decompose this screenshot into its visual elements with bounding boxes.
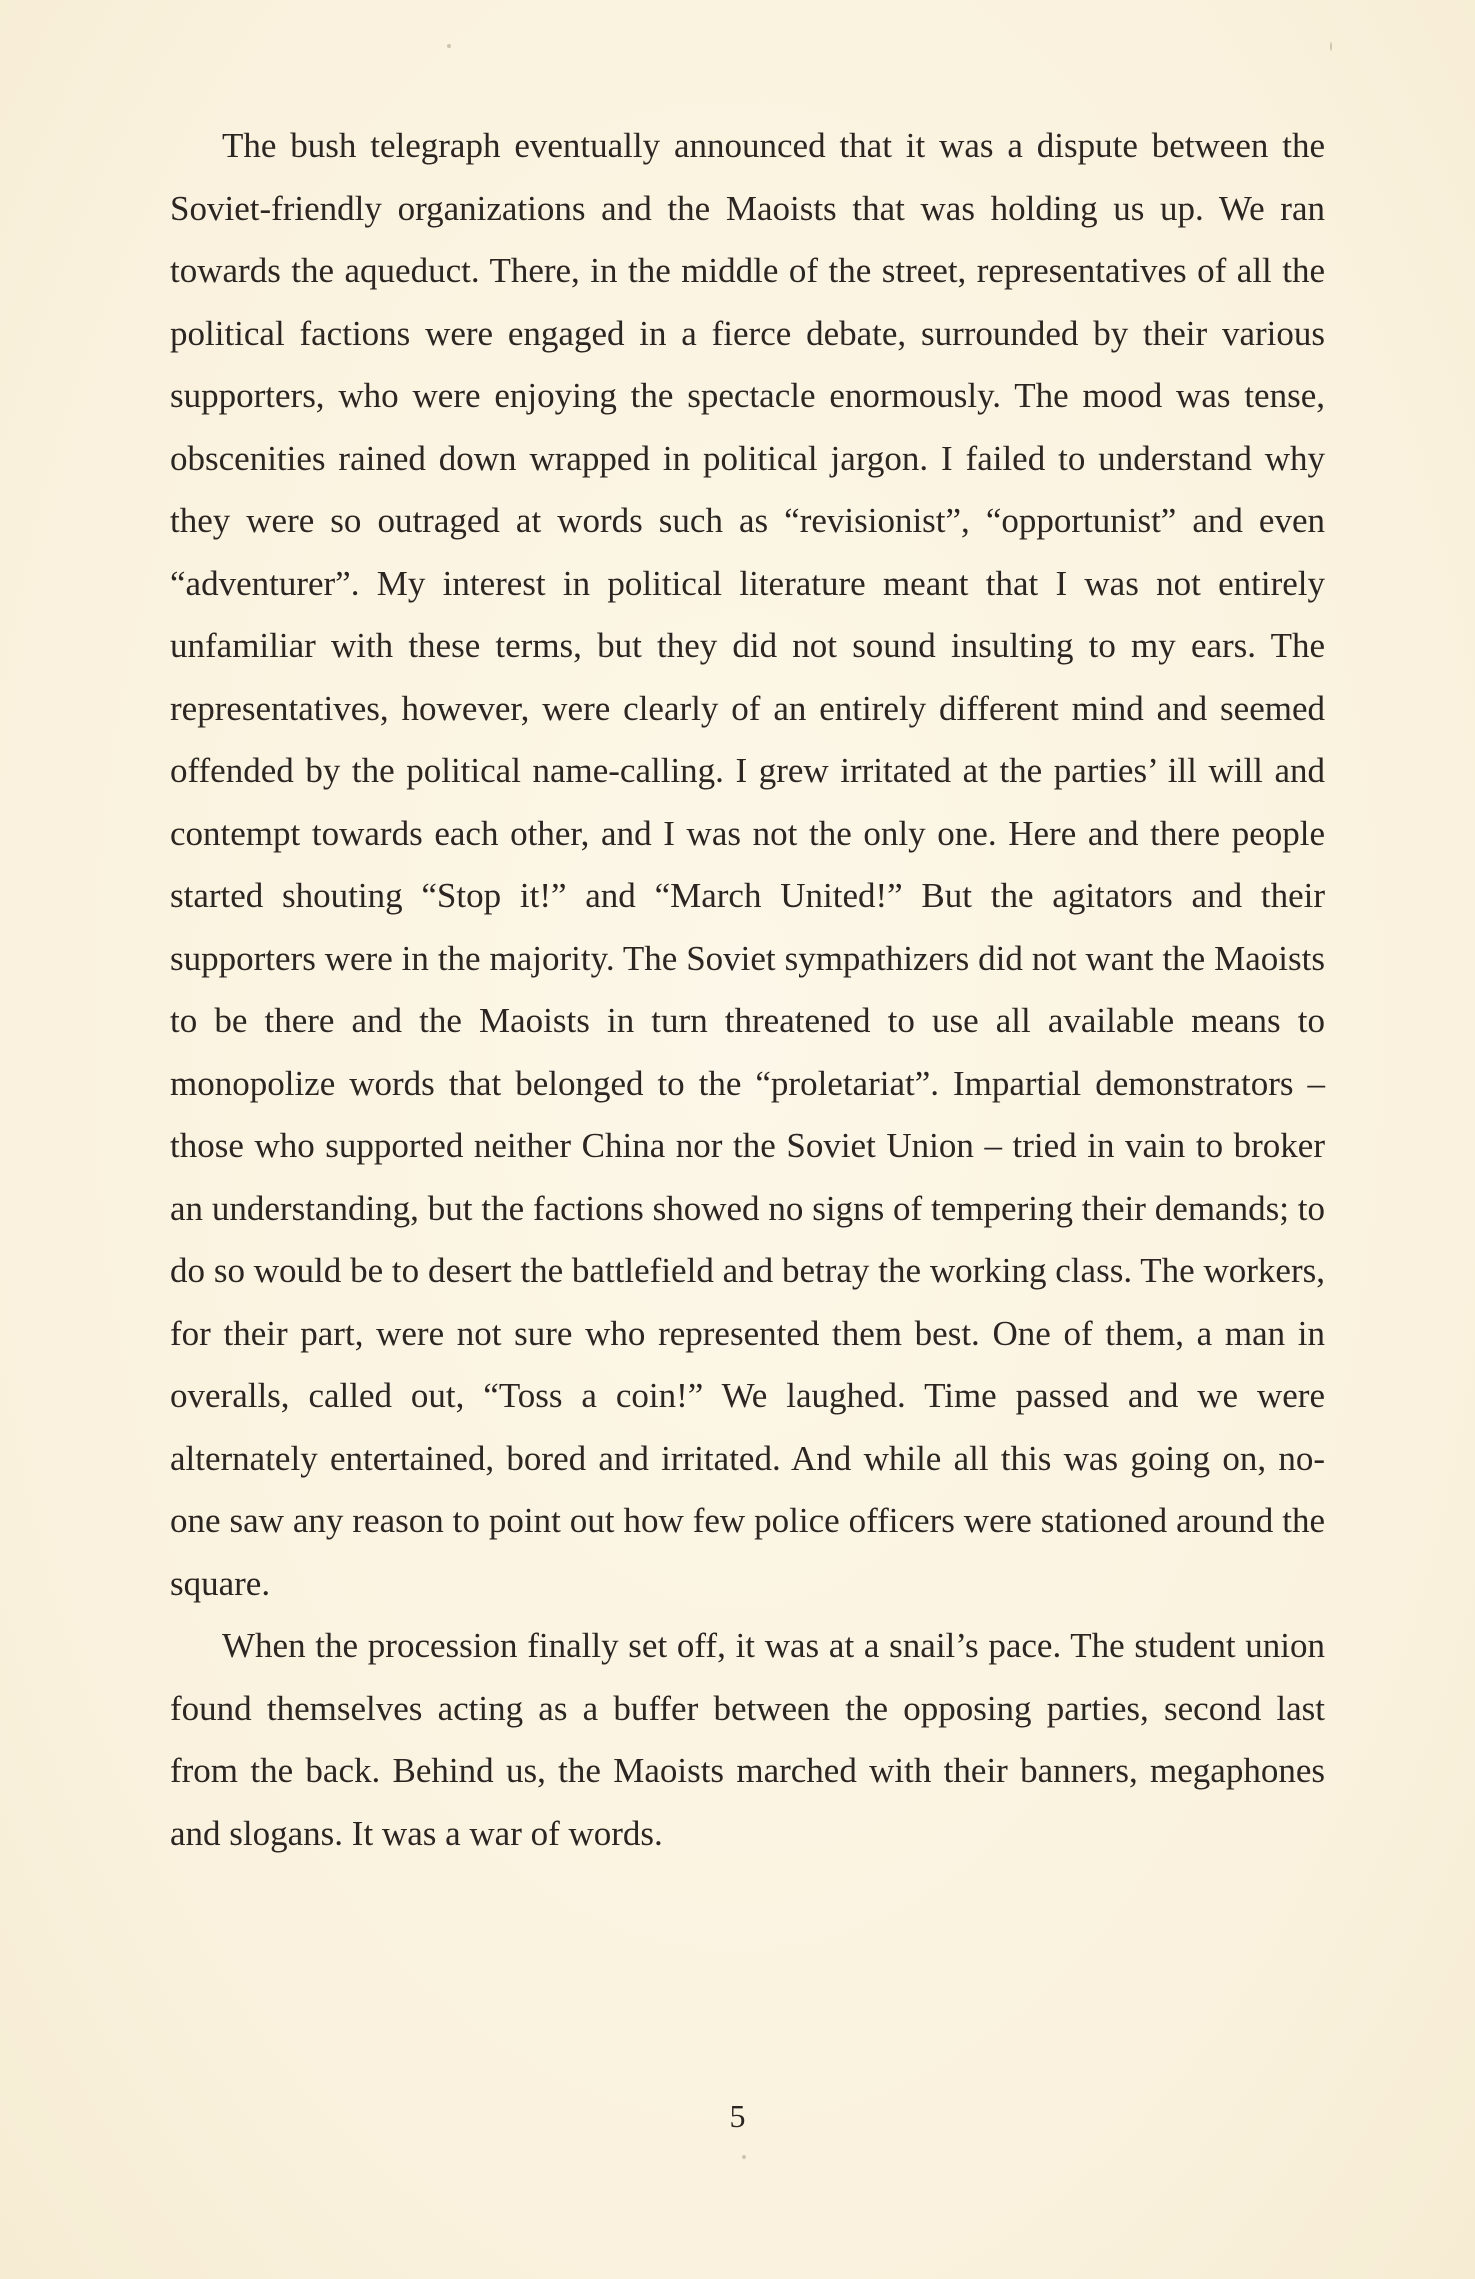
- paragraph-1: The bush telegraph eventually announced that it was a dispute between the Soviet-friendly organizations and the Maoists that was holding us up. We ran towards the aqueduct. There, in the middle of the street, representatives of all the political factions were engaged in a fierce debate, surrounded by their various supporters, who were enjoying the spectacle enormously. The mood was tense, obscenities rained down wrapped in political jargon. I failed to understand why they were so outraged at words such as “revisionist”, “opportunist” and even “adventurer”. My interest in political literature meant that I was not entirely unfamiliar with these terms, but they did not sound insulting to my ears. The representatives, however, were clearly of an entirely different mind and seemed offended by the political name-calling. I grew irritated at the parties’ ill will and contempt towards each other, and I was not the only one. Here and there people started shouting “Stop it!” and “March United!” But the agitators and their supporters were in the majority. The Soviet sympathizers did not want the Maoists to be there and the Maoists in turn threatened to use all available means to monopolize words that belonged to the “proletariat”. Impartial demonstrators – those who supported neither China nor the Soviet Union – tried in vain to broker an understanding, but the factions showed no signs of tempering their demands; to do so would be to desert the battlefield and betray the working class. The workers, for their part, were not sure who represented them best. One of them, a man in overalls, called out, “Toss a coin!” We laughed. Time passed and we were alternately entertained, bored and irritated. And while all this was going on, no-one saw any reason to point out how few police officers were stationed around the square.: [170, 126, 1325, 1603]
- paragraph-2: When the procession finally set off, it was at a snail’s pace. The student union found themselves acting as a buffer between the opposing parties, second last from the back. Behind us, the Maoists marched with their banners, megaphones and slogans. It was a war of words.: [170, 1626, 1325, 1853]
- paper-speck: [742, 2155, 746, 2159]
- paper-speck: [447, 44, 451, 48]
- body-text: [170, 115, 1325, 1865]
- page-number: 5: [729, 2098, 746, 2134]
- paper-speck: [1330, 42, 1332, 51]
